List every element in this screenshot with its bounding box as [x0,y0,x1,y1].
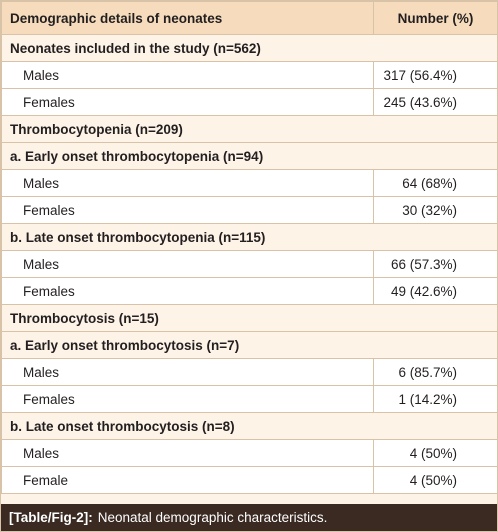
table-row [2,278,498,305]
row-label: Females [2,278,374,305]
section-row [2,35,498,62]
table-row [2,197,498,224]
row-value: 4 (50%) [374,467,498,494]
row-value: 6 (85.7%) [374,359,498,386]
row-label: Males [2,251,374,278]
table-header-row [2,2,498,35]
table-body [2,2,498,494]
caption-ref: [Table/Fig-2]: [9,510,93,525]
row-value: 317 (56.4%) [374,62,498,89]
row-label: Males [2,359,374,386]
section-row [2,224,498,251]
table-row [2,62,498,89]
row-value: 4 (50%) [374,440,498,467]
table-row [2,89,498,116]
row-value: 1 (14.2%) [374,386,498,413]
row-label: Males [2,170,374,197]
section-row [2,413,498,440]
row-value: 30 (32%) [374,197,498,224]
header-value: Number (%) [374,2,498,35]
caption-text: Neonatal demographic characteristics. [97,510,328,525]
row-label: Males [2,62,374,89]
row-label: Female [2,467,374,494]
row-label: Females [2,386,374,413]
demographics-table [1,1,498,494]
header-label: Demographic details of neonates [2,2,374,35]
row-label: Males [2,440,374,467]
section-label: Thrombocytosis (n=15) [2,305,498,332]
section-row [2,305,498,332]
row-value: 66 (57.3%) [374,251,498,278]
table-row [2,359,498,386]
section-label: Thrombocytopenia (n=209) [2,116,498,143]
table-row [2,170,498,197]
row-label: Females [2,89,374,116]
table-row [2,440,498,467]
section-row [2,143,498,170]
figure-caption [1,504,497,531]
table-row [2,386,498,413]
section-row [2,116,498,143]
section-row [2,332,498,359]
row-value: 64 (68%) [374,170,498,197]
section-label: a. Early onset thrombocytosis (n=7) [2,332,498,359]
row-label: Females [2,197,374,224]
row-value: 245 (43.6%) [374,89,498,116]
table-row [2,467,498,494]
row-value: 49 (42.6%) [374,278,498,305]
section-label: Neonates included in the study (n=562) [2,35,498,62]
section-label: b. Late onset thrombocytosis (n=8) [2,413,498,440]
section-label: a. Early onset thrombocytopenia (n=94) [2,143,498,170]
section-label: b. Late onset thrombocytopenia (n=115) [2,224,498,251]
table-row [2,251,498,278]
